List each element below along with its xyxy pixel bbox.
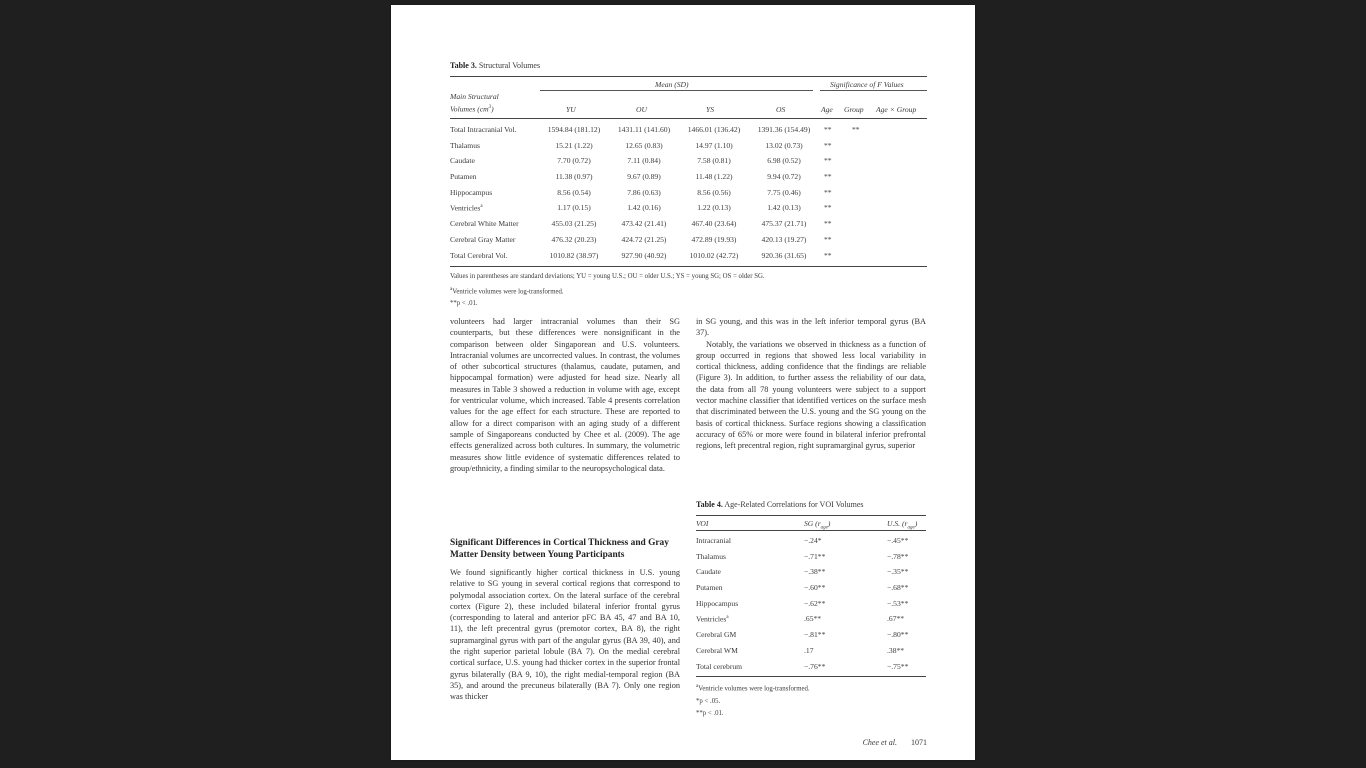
cell-sg: −.71**: [804, 551, 826, 561]
table-row: [450, 170, 927, 186]
col-header-main: Main Structural: [450, 92, 499, 101]
left-column-paragraph-1: [450, 316, 680, 474]
row-name: Intracranial: [696, 536, 731, 545]
table-row: [696, 660, 926, 676]
row-label: [696, 600, 738, 608]
table-row: [450, 139, 927, 155]
cell-ys: 1.22 (0.13): [697, 203, 731, 213]
row-name: Caudate: [696, 567, 721, 577]
cell-yu: 1.17 (0.15): [557, 203, 591, 213]
col-sg: SG $(r_{age})$: [804, 519, 831, 531]
row-name: Hippocampus: [450, 187, 493, 197]
row-name: Putamen: [696, 583, 723, 593]
table-3-note-3: **p < .01.: [450, 300, 478, 308]
cell-age-sig: **: [824, 172, 832, 182]
cell-sg: .17: [804, 645, 814, 655]
cell-us: −.35**: [887, 567, 909, 577]
col-age: Age: [821, 105, 833, 114]
cell-ou: 1.42 (0.16): [627, 203, 661, 213]
row-footnote-mark: a: [480, 204, 483, 210]
table-row: [696, 628, 926, 644]
cell-us: −.45**: [887, 536, 909, 545]
footer-authors: Chee et al.: [862, 738, 897, 747]
col-header-main-units: Volumes $(cm^3)$: [450, 104, 494, 114]
paragraph-text: Notably, the variations we observed in thickness as a function of group occurred in regions that showed less local variability in cortical thickness, adding confidence that the findings are reliable (Figure 3). In addition, to further assess the reliability of our data, the data from all 78 young volunteers were subject to a support vector machine classifier that identified vertices on the surface mesh that discriminated between the U.S. young and the SG young on the basis of cortical thickness. Surface regions showing a classification accuracy of 65% or more were found in bilateral inferior prefrontal regions, left precentral region, right supramarginal gyrus, superior: [696, 339, 926, 451]
row-label: [696, 615, 729, 623]
cell-sg: .65**: [804, 614, 822, 624]
col-yu: YU: [566, 105, 576, 114]
row-label: [696, 647, 738, 655]
table-row: [696, 565, 926, 581]
significance-rule: [820, 90, 927, 91]
cell-age-sig: **: [824, 140, 832, 150]
row-label: [450, 126, 516, 134]
col-ou: OU: [636, 105, 647, 114]
row-label: [450, 252, 508, 260]
cell-yu: 15.21 (1.22): [555, 140, 593, 150]
cell-sg: −.62**: [804, 598, 826, 608]
cell-os: 1.42 (0.13): [767, 203, 801, 213]
cell-ys: 1466.01 (136.42): [687, 125, 741, 134]
row-name: Cerebral White Matter: [450, 219, 519, 229]
row-label: [450, 173, 477, 181]
cell-os: 420.13 (19.27): [761, 234, 807, 244]
cell-ou: 9.67 (0.89): [627, 172, 661, 182]
row-name: Ventricles: [696, 614, 727, 624]
cell-ys: 8.56 (0.56): [697, 187, 731, 197]
cell-yu: 7.70 (0.72): [557, 156, 591, 166]
row-label: [450, 189, 492, 197]
table-4-body: [696, 534, 926, 675]
cell-ou: 424.72 (21.25): [621, 234, 667, 244]
cell-sg: −.60**: [804, 583, 826, 593]
cell-ou: 1431.11 (141.60): [617, 125, 671, 134]
table-4-title: Age-Related Correlations for VOI Volumes: [724, 500, 864, 509]
cell-age-sig: **: [824, 219, 832, 229]
table-3-note-1: Values in parentheses are standard deviations; YU = young U.S.; OU = older U.S.; YS = young SG; OS = older SG.: [450, 273, 765, 281]
row-label: [696, 537, 731, 545]
cell-ys: 1010.02 (42.72): [689, 250, 739, 260]
paragraph-text: volunteers had larger intracranial volumes than their SG counterparts, but these differences were nonsignificant in the comparison between older Singaporean and U.S. volunteers. Intracranial volumes are uncorrected values. In contrast, the volumes of other subcortical structures (thalamus, caudate, putamen, and hippocampal formation) were adjusted for head size. Nearly all measures in Table 3 showed a reduction in volume with age, except for ventricular volume, which increased. Table 4 presents correlation values for the age effect for each structure. These are reported to allow for a direct comparison with an aging study of a different sample of Singaporeans conducted by Chee et al. (2009). The age effects generalized across both cultures. In summary, the volumetric measures show little evidence of systematic differences related to group/ethnicity, a finding similar to the neuropsychological data.: [450, 317, 680, 473]
row-name: Total Intracranial Vol.: [450, 125, 517, 134]
table-row: [696, 644, 926, 660]
cell-us: −.75**: [887, 661, 909, 671]
row-name: Caudate: [450, 156, 475, 166]
row-label: [450, 204, 483, 212]
cell-os: 6.98 (0.52): [767, 156, 801, 166]
table-row: [696, 597, 926, 613]
cell-yu: 476.32 (20.23): [551, 234, 597, 244]
cell-sg: −.76**: [804, 661, 826, 671]
col-age-group: Age × Group: [876, 105, 917, 114]
row-name: Cerebral Gray Matter: [450, 234, 516, 244]
table-row: [450, 201, 927, 217]
table-4-caption: [696, 501, 926, 509]
row-label: [696, 663, 742, 671]
table-3: [450, 62, 927, 311]
cell-age-sig: **: [824, 156, 832, 166]
cell-sg: −.38**: [804, 567, 826, 577]
cell-yu: 1594.84 (181.12): [547, 125, 601, 134]
row-name: Putamen: [450, 172, 477, 182]
table-row: [450, 233, 927, 249]
mean-rule: [540, 90, 813, 91]
cell-age-sig: **: [824, 250, 832, 260]
document-page: [391, 5, 975, 760]
cell-ys: 7.58 (0.81): [697, 156, 731, 166]
cell-ys: 14.97 (1.10): [695, 140, 733, 150]
row-label: [450, 236, 515, 244]
table-4-header: [696, 515, 926, 531]
cell-os: 9.94 (0.72): [767, 172, 801, 182]
cell-sg: −.24*: [804, 536, 822, 545]
left-column-paragraph-2: [450, 567, 680, 703]
table-4: [696, 501, 926, 721]
cell-os: 920.36 (31.65): [761, 250, 807, 260]
row-name: Hippocampus: [696, 598, 739, 608]
table-3-notes: [450, 271, 927, 311]
right-column-text: [696, 316, 926, 452]
table-row: [450, 154, 927, 170]
col-voi: VOI: [696, 519, 709, 528]
cell-age-sig: **: [824, 234, 832, 244]
cell-group-sig: **: [852, 125, 860, 134]
row-name: Thalamus: [696, 551, 726, 561]
cell-ys: 472.89 (19.93): [691, 234, 737, 244]
table-4-notes: [696, 681, 926, 721]
cell-yu: 8.56 (0.54): [557, 187, 591, 197]
section-heading: Significant Differences in Cortical Thickness and Gray Matter Density between Young Participants: [450, 538, 669, 560]
cell-age-sig: **: [824, 187, 832, 197]
table-4-bottom-rule: [696, 676, 926, 677]
table-row: [696, 550, 926, 566]
table-3-bottom-rule: [450, 266, 927, 267]
page-number: 1071: [911, 738, 927, 747]
row-name: Cerebral GM: [696, 630, 737, 640]
cell-yu: 1010.82 (38.97): [549, 250, 599, 260]
table-3-note-2: $^a$Ventricle volumes were log-transformed.: [450, 286, 564, 295]
row-name: Cerebral WM: [696, 645, 738, 655]
table-row: [450, 123, 927, 139]
paragraph-text: We found significantly higher cortical thickness in U.S. young relative to SG young in several cortical regions that correspond to polymodal association cortex. On the lateral surface of the cerebral cortex (Figure 2), these included bilateral inferior frontal gyrus (corresponding to lateral and anterior pFC BA 45, 47 and BA 10, 11), the left precentral gyrus (premotor cortex, BA 8), the right supramarginal gyrus with part of the angular gyrus (BA 39, 40), and the right superior parietal lobule (BA 7). On the medial cerebral cortical surface, U.S. young had thicker cortex in the superior frontal gyrus bilaterally (BA 9, 10), the right medial-temporal region (BA 35), and around the precuneus bilaterally (BA 7). Only one region was thicker: [450, 568, 680, 702]
table-3-title: Structural Volumes: [478, 61, 541, 70]
cell-ys: 11.48 (1.22): [695, 172, 733, 182]
cell-age-sig: **: [824, 203, 832, 213]
row-name: Total Cerebral Vol.: [450, 250, 508, 260]
paragraph-text: in SG young, and this was in the left inferior temporal gyrus (BA 37).: [696, 317, 926, 338]
table-row: [696, 534, 926, 550]
cell-ou: 7.86 (0.63): [627, 187, 661, 197]
cell-os: 1391.36 (154.49): [757, 125, 811, 134]
table-4-label: Table 4.: [696, 500, 723, 509]
table-3-header: [450, 76, 927, 119]
col-ys: YS: [706, 105, 715, 114]
cell-os: 7.75 (0.46): [767, 187, 801, 197]
table-3-label: Table 3.: [450, 61, 477, 70]
cell-os: 475.37 (21.71): [761, 219, 807, 229]
table-row: [696, 581, 926, 597]
table-row: [450, 186, 927, 202]
table-4-note-3: **p < .01.: [696, 710, 724, 718]
table-4-note-1: $^a$Ventricle volumes were log-transformed.: [696, 684, 810, 693]
cell-yu: 455.03 (21.25): [551, 219, 597, 229]
cell-us: .38**: [887, 645, 905, 655]
cell-us: −.80**: [887, 630, 909, 640]
page-footer: [851, 738, 927, 747]
cell-ou: 7.11 (0.84): [627, 156, 661, 166]
cell-ou: 12.65 (0.83): [625, 140, 663, 150]
row-label: [450, 220, 519, 228]
row-label: [696, 584, 723, 592]
row-name: Thalamus: [450, 140, 480, 150]
row-name: Total cerebrum: [696, 661, 743, 671]
col-us: U.S. $(r_{age})$: [887, 519, 918, 531]
table-3-body: [450, 123, 927, 264]
table-4-note-2: *p < .05.: [696, 697, 721, 705]
row-label: [696, 631, 736, 639]
row-label: [696, 568, 721, 576]
row-footnote-mark: a: [726, 615, 729, 621]
row-label: [450, 157, 475, 165]
significance-header: Significance of F Values: [830, 80, 904, 89]
cell-us: −.53**: [887, 598, 909, 608]
col-os: OS: [776, 105, 786, 114]
cell-ys: 467.40 (23.64): [691, 219, 737, 229]
cell-ou: 927.90 (40.92): [621, 250, 667, 260]
cell-yu: 11.38 (0.97): [555, 172, 593, 182]
row-label: [450, 142, 480, 150]
cell-os: 13.02 (0.73): [765, 140, 803, 150]
table-row: [696, 612, 926, 628]
cell-us: .67**: [887, 614, 905, 624]
cell-ou: 473.42 (21.41): [621, 219, 667, 229]
cell-sg: −.81**: [804, 630, 826, 640]
cell-us: −.78**: [887, 551, 909, 561]
cell-us: −.68**: [887, 583, 909, 593]
mean-sd-header: Mean (SD): [655, 80, 689, 89]
table-row: [450, 249, 927, 265]
row-label: [696, 553, 726, 561]
table-row: [450, 217, 927, 233]
cell-age-sig: **: [824, 125, 832, 134]
table-3-caption: [450, 62, 927, 70]
col-group: Group: [844, 105, 864, 114]
row-name: Ventricles: [450, 203, 481, 213]
